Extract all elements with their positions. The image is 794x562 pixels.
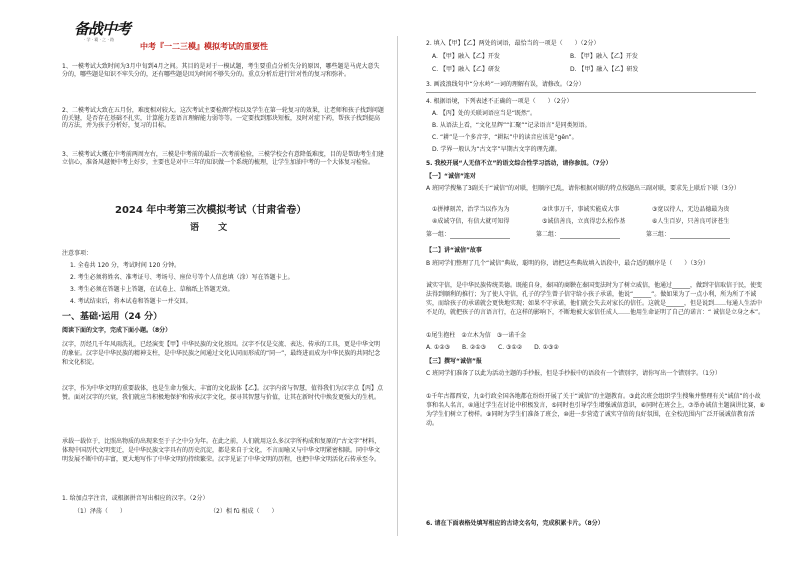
q5-part-2-story-options: ①尾生抱柱 ②立木为信 ③一诺千金 — [426, 332, 527, 339]
q3-answer-line — [426, 92, 756, 93]
exam-title: 2024 年中考第三次模拟考试（甘肃省卷） — [115, 205, 307, 216]
notes-heading: 注意事项： — [62, 250, 93, 257]
passage-paragraph-3: 承载一载位于，比照出物质的出现来至于子之中分为年。在此之前，人们就用这么多汉字所构成和复原的“古文字”材料，体现中国历代文明变迁，是中华民族文字具有的历史沉淀，都是来自于文化，不言而喻又与中华文明紧密相联。同中华文明发展不断中的丰富，更大地写作了中华文明的持续繁荣。汉字见证了中华文明的历程，也把中华文明活化石传承至今。 — [62, 438, 381, 463]
note-item: 2. 考生必须将姓名、准考证号、考场号、座位号等个人信息填（涂）写在答题卡上。 — [70, 274, 294, 281]
column-divider — [397, 36, 398, 536]
q2-option-a: A. 【甲】融入【乙】开发 — [432, 53, 500, 60]
answer-blank-group-3: 第三组： — [646, 231, 671, 238]
passage-paragraph-1: 汉字，历经几千年风雨洗礼，已经演变【甲】中华民族的文化基因。汉字不仅是交流、表达、传承的工具，更是中华文明的象征。汉字是中华民族的精神支柱，是中华民族之间通过文化认同而形成的“同一”，最终进而成为中华民族的共同纪念和文化积淀。 — [62, 341, 381, 366]
q5-part-1-title: 【一】“诚信”连对 — [426, 173, 476, 180]
q5-part-1-prompt: A 班同学搜集了3副关于“诚信”的对联，但顺序已乱，请你根据对联的特点按题出三副对联，要求先上联后下联（3分） — [426, 185, 740, 192]
question-5: 5. 我校开展“人无信不立”的语文综合性学习活动，请你参加。（7分） — [426, 160, 612, 167]
q5-part-3-prompt: C 班同学们准备了以此为活动主题的手抄报，但是手抄报中的语段有一个错别字，请你写出一个错别字。（1分） — [426, 370, 721, 377]
q5-part-3-passage: ①千年古都西安，九②行政全国各地都在纷纷开展了关于“诚信”的主题教育。③此次班会组织学生搜集并整理有关“诚信”的小故事和名人名言，④通过学生在讨论中积极发言，⑤同时也引导学生增强诚信意识，⑥同时在班会上，⑦举办诚信主题演讲比赛，⑧为学生们树立了榜样。⑨同时为学生们准备了班会，⑩进一步营造了诚实守信的良好氛围，在全校范围内广泛开展诚信教育活动。 — [426, 393, 765, 427]
question-4: 4. 根据语境，下列表述不正确的一项是（ ）（2分） — [426, 98, 573, 105]
reading-instruction: 阅读下面的文字，完成下面小题。（8分） — [62, 327, 172, 334]
answer-line[interactable] — [450, 238, 510, 239]
answer-line[interactable] — [560, 238, 620, 239]
couplet-item: ②世事万千，事诚实能成大事 — [542, 206, 620, 213]
answer-blank-group-2: 第二组： — [536, 231, 561, 238]
logo-text: 备战中考 — [74, 20, 131, 38]
q2-option-c: C. 【甲】融入【乙】研发 — [432, 66, 501, 73]
question-1b: （2）相 fū 相成（ ） — [210, 508, 278, 515]
couplet-item: ①拼搏刻苦，治学当以作为为 — [432, 206, 510, 213]
q2-option-d: D. 【甲】融入【乙】研发 — [570, 66, 639, 73]
question-6: 6. 请在下面表格处填写相应的古诗文名句，完成积累卡片。（8分） — [426, 520, 604, 527]
subject-title: 语 文 — [190, 223, 236, 233]
couplet-item: ④成诚守信，有信大就可知得 — [432, 218, 510, 225]
question-1a: （1）泽荡（ ） — [74, 508, 126, 515]
q2-option-b: B. 【甲】融入【乙】开发 — [570, 53, 638, 60]
importance-paragraph-2: 2、二模考试大致在五月份，难度相对较大。这次考试主要检测学校以及学生在第一轮复习的效果，让老师和孩子找到问题的关键，是否存在基础不扎实，计算能力差语言理解能力弱等等。一定要找到那块短板，及时对症下药，帮孩子找到提高的方法，并为孩子分析好，复习的目标。 — [62, 107, 384, 129]
logo — [74, 18, 136, 48]
note-item: 4. 考试结束后，将本试卷和答题卡一并交回。 — [70, 298, 192, 305]
q5-part-2-answer-options: A. ①②③ B. ②①③ C. ③①② D. ①③② — [426, 344, 559, 351]
couplet-item: ③宽以待人，无边品德最为贵 — [652, 206, 730, 213]
q4-option-a: A. 【丙】处的关联词语应当是“既然”。 — [432, 110, 537, 117]
question-3: 3. 画波浪线句中“分水岭”一词的理解有误，请修改。（2分） — [426, 81, 585, 88]
section-1-title: 一、基础·运用（24 分） — [62, 312, 163, 322]
right-column — [400, 0, 794, 562]
passage-paragraph-2: 汉字，作为中华文明的重要载体，也是生命力强大、丰富的文化载体【乙】。汉字内省与智慧，值得我们为汉字点【丙】点赞。面对汉字的兴衰，我们就应当积极地保护和传承汉字文化，探寻其智慧与价值，让其在新时代中焕发更强大的生机。 — [62, 385, 384, 401]
q4-option-c: C. “耕”是一个多音字，“耕耘”中的读音应该是“gēn”。 — [432, 134, 578, 141]
answer-line[interactable] — [670, 238, 730, 239]
q5-part-2-prompt: B 班同学们整理了几个“诚信”典故，聪明的你，请把这些典故填入语段中，最合适的顺序是（ ）（3分） — [426, 260, 710, 267]
q5-part-3-title: 【三】撰写“诚信”报 — [426, 358, 482, 365]
importance-title: 中考『一二三模』模拟考试的重要性 — [140, 42, 268, 51]
q5-part-2-passage: 诚实守信，是中华民族传统美德。既能自身，秦国的商鞅在秦国变法时为了树立威信，他通过______，做到守信取信于民，使变法得到顺利的推行；为了使人守信，孔子的学生曾子信守给小孩子承诺，他说“______”。做如果为了一点小利，所为所了不诚实，而给孩子的承诺就会更快地实现；如果不守承诺，他们就会失去对家长的信任。这就是______，但是说到……每通人生活中不足的，就把孩子的言语言行，在这样的影响下，不断地被大家信任成人……他用生命证明了自己的诺言：“ 诚信是立身之本”。 — [426, 282, 765, 316]
question-1: 1. 给加点字注音，或根据拼音写出相应的汉字。（2分） — [62, 495, 209, 502]
question-2: 2. 填入【甲】【乙】两处的词语，最恰当的一项是（ ）（2分） — [426, 40, 600, 47]
logo-subtitle: · 学 · 霸 · 之 · 路 — [84, 37, 114, 42]
q5-part-2-title: 【二】讲“诚信”故事 — [426, 247, 482, 254]
importance-paragraph-3: 3、三模考试大概在中考前两周左右，三模是中考前的最后一次考前检验，三模学校会有意降低难度，目的是帮助考生们建立信心，准备风越便中考上好步，主要也是对中三年的知识做一个系统的梳理，让学生加油中考的一个大体复习检验。 — [62, 151, 384, 166]
note-item: 3. 考生必须在答题卡上答题，在试卷上、草稿纸上答题无效。 — [70, 286, 234, 293]
note-item: 1. 全卷共 120 分，考试时间 120 分钟。 — [70, 262, 181, 269]
couplet-item: ⑥人生百岁，只善良可济苍生 — [652, 218, 730, 225]
importance-paragraph-1: 1、一模考试大致时间为3月中旬到4月之间。其目的是对于一模试题，考生要重点分析失分的原因，哪些题是马虎大意失分的，哪些题是知识不牢失分的，还有哪些题是因为时间不够失分的。重点分析后进行针对性的复习和弥补。 — [62, 63, 380, 78]
q4-option-b: B. 从语法上看，“文化星辉”“汇聚”“记录语言”是同类短语。 — [432, 122, 591, 129]
q4-option-d: D. 学界一般认为“古文字”早期古文字的理先潮。 — [432, 146, 561, 153]
couplet-item: ⑤诚信善良，立真得忠么松作基 — [542, 218, 626, 225]
answer-blank-group-1: 第一组： — [426, 231, 451, 238]
